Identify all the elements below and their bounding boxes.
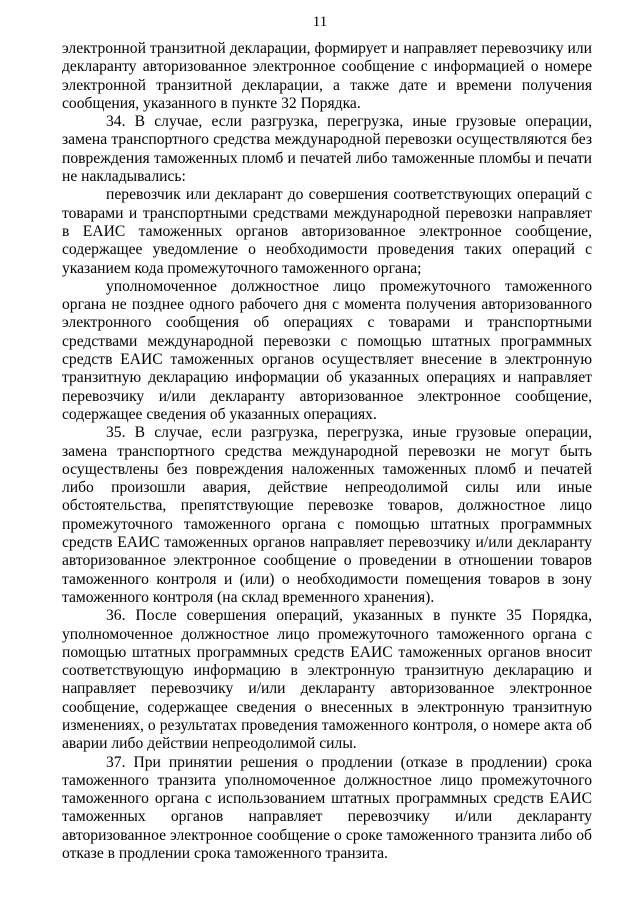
paragraph-34-carrier: перевозчик или декларант до совершения соответствующих операций с товарами и транспортными средствами международной перевозки направляет в ЕАИС таможенных органов авторизованное электронное сообщение, содержащее уведомление о необходимости проведения таких операций с указанием кода промежуточного таможенного органа; <box>62 186 592 277</box>
paragraph-37: 37. При принятии решения о продлении (отказе в продлении) срока таможенного транзита уполномоченное должностное лицо промежуточного таможенного органа с использованием штатных программных средств ЕАИС таможенных органов направляет перевозчику и/или декларанту авторизованное электронное сообщение о сроке таможенного транзита либо об отказе в продлении срока таможенного транзита. <box>62 753 592 863</box>
document-body <box>62 40 592 863</box>
paragraph-34-official: уполномоченное должностное лицо промежуточного таможенного органа не позднее одного рабочего дня с момента получения авторизованного электронного сообщения об операциях с товарами и транспортными средствами международной перевозки с помощью штатных программных средств ЕАИС таможенных органов осуществляет внесение в электронную транзитную декларацию информации об указанных операциях и направляет перевозчику и/или декларанту авторизованное электронное сообщение, содержащее сведения об указанных операциях. <box>62 277 592 423</box>
paragraph-34: 34. В случае, если разгрузка, перегрузка, иные грузовые операции, замена транспортного средства международной перевозки осуществляются без повреждения таможенных пломб и печатей либо таможенные пломбы и печати не накладывались: <box>62 113 592 186</box>
paragraph-continuation: электронной транзитной декларации, формирует и направляет перевозчику или декларанту авторизованное электронное сообщение с информацией о номере электронной транзитной декларации, а также дате и времени получения сообщения, указанного в пункте 32 Порядка. <box>62 40 592 112</box>
page-number: 11 <box>312 14 328 30</box>
paragraph-36: 36. После совершения операций, указанных в пункте 35 Порядка, уполномоченное должностное лицо промежуточного таможенного органа с помощью штатных программных средств ЕАИС таможенных органов вносит соответствующую информацию в электронную транзитную декларацию и направляет перевозчику и/или декларанту авторизованное электронное сообщение, содержащее сведения о внесенных в электронную транзитную изменениях, о результатах проведения таможенного контроля, о номере акта об аварии либо действии непреодолимой силы. <box>62 607 592 753</box>
paragraph-35: 35. В случае, если разгрузка, перегрузка, иные грузовые операции, замена транспортного средства международной перевозки не могут быть осуществлены без повреждения наложенных таможенных пломб и печатей либо произошли авария, действие непреодолимой силы или иные обстоятельства, препятствующие перевозке товаров, должностное лицо промежуточного таможенного органа с помощью штатных программных средств ЕАИС таможенных органов направляет перевозчику и/или декларанту авторизованное электронное сообщение о проведении в отношении товаров таможенного контроля и (или) о необходимости помещения товаров в зону таможенного контроля (на склад временного хранения). <box>62 424 592 606</box>
